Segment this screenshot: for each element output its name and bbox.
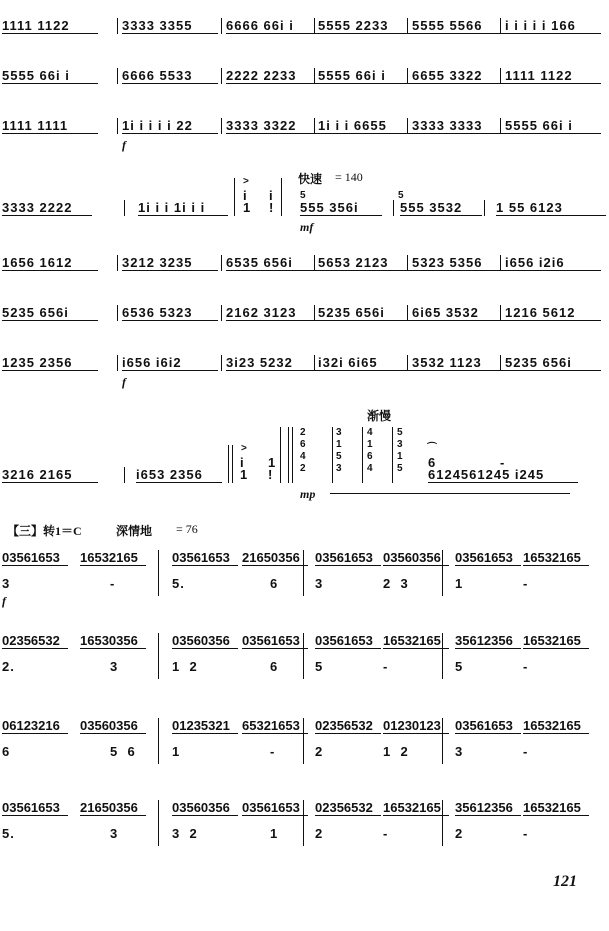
lower-part-notes: 3	[2, 576, 11, 591]
upper-part-notes: 06123216	[2, 718, 60, 733]
underline	[383, 733, 449, 734]
underline	[523, 648, 589, 649]
measure-notes: 5555 5566	[412, 18, 483, 33]
barline	[124, 200, 125, 216]
underline	[412, 270, 508, 271]
underline	[2, 815, 68, 816]
upper-part-notes: 21650356	[242, 550, 300, 565]
barline	[407, 68, 408, 84]
measure-notes: i656 i2i6	[505, 255, 565, 270]
barline	[442, 550, 443, 596]
chord-note: 6	[367, 451, 373, 462]
barline	[407, 255, 408, 271]
chord-note: 6	[300, 439, 306, 450]
upper-part-notes: 03561653	[242, 633, 300, 648]
measure-notes: 6666 66i i	[226, 18, 294, 33]
chord-note: 1	[367, 439, 373, 450]
page-number: 121	[553, 873, 577, 890]
accent-note: i	[243, 188, 248, 203]
upper-part-notes: 03560356	[172, 800, 230, 815]
measure-notes: 1i i i 1i i i	[138, 200, 206, 215]
lower-part-notes: 3	[315, 576, 324, 591]
barline	[221, 255, 222, 271]
upper-part-notes: 16532165	[383, 800, 441, 815]
barline	[314, 355, 315, 371]
system	[0, 800, 609, 860]
measure-notes: 2162 3123	[226, 305, 297, 320]
underline	[383, 648, 449, 649]
underline	[412, 320, 508, 321]
measure-notes: 6655 3322	[412, 68, 483, 83]
barline	[484, 200, 485, 216]
lower-part-notes: 6	[270, 576, 279, 591]
measure-notes: 1235 2356	[2, 355, 73, 370]
measure-notes: 3333 2222	[2, 200, 73, 215]
underline	[455, 565, 521, 566]
underline	[505, 133, 601, 134]
underline	[523, 565, 589, 566]
upper-part-notes: 03561653	[315, 633, 373, 648]
upper-part-notes: 03561653	[455, 550, 513, 565]
underline	[412, 83, 508, 84]
system	[0, 550, 609, 610]
underline	[2, 370, 98, 371]
barline	[442, 800, 443, 846]
measure-notes: 6536 5323	[122, 305, 193, 320]
lower-part-notes: 6	[2, 744, 11, 759]
lower-part-notes: -	[383, 659, 389, 674]
lower-part-notes: -	[383, 826, 389, 841]
lower-part-notes: -	[523, 659, 529, 674]
underline	[242, 815, 308, 816]
measure-notes: 5555 66i i	[505, 118, 573, 133]
upper-part-notes: 03560356	[172, 633, 230, 648]
underline	[122, 370, 218, 371]
upper-part-notes: 65321653	[242, 718, 300, 733]
measure-notes: 6i65 3532	[412, 305, 479, 320]
lower-part-notes: 1 2	[172, 659, 198, 674]
barline	[221, 355, 222, 371]
underline	[318, 33, 414, 34]
underline	[523, 733, 589, 734]
chord-note: 3	[336, 427, 342, 438]
underline	[505, 33, 601, 34]
barline	[117, 18, 118, 34]
dynamic-mark: f	[122, 375, 126, 389]
underline	[455, 815, 521, 816]
upper-part-notes: 16530356	[80, 633, 138, 648]
measure-notes: 2222 2233	[226, 68, 297, 83]
underline	[242, 733, 308, 734]
accent-note: i	[269, 188, 274, 203]
underline	[318, 83, 414, 84]
underline	[122, 33, 218, 34]
barline	[221, 118, 222, 134]
barline	[500, 255, 501, 271]
barline	[314, 118, 315, 134]
measure-notes: 1656 1612	[2, 255, 73, 270]
measure-notes: 5323 5356	[412, 255, 483, 270]
underline	[2, 733, 68, 734]
barline	[303, 718, 304, 764]
lower-part-notes: 3 2	[172, 826, 198, 841]
measure-notes: 5555 66i i	[318, 68, 386, 83]
underline	[122, 133, 218, 134]
measure-notes: 1i i i 6655	[318, 118, 387, 133]
accent-note: i	[240, 455, 245, 470]
notation-row	[0, 355, 609, 387]
barline	[158, 633, 159, 679]
underline	[505, 370, 601, 371]
barline	[234, 178, 235, 216]
measure-notes: i656 i6i2	[122, 355, 182, 370]
underline	[455, 733, 521, 734]
system	[0, 718, 609, 778]
chord-note: 2	[300, 427, 306, 438]
fermata-note: 6	[428, 455, 437, 470]
underline	[80, 815, 146, 816]
lower-part-notes: -	[523, 744, 529, 759]
measure-notes: i32i 6i65	[318, 355, 378, 370]
tempo-label: 快速	[298, 172, 323, 186]
underline	[226, 83, 322, 84]
measure-notes: i653 2356	[136, 467, 203, 482]
barline	[228, 445, 229, 483]
upper-part-notes: 16532165	[523, 718, 581, 733]
underline	[172, 733, 238, 734]
tempo-value: = 140	[335, 170, 363, 184]
accent-note: !	[268, 467, 274, 482]
barline	[392, 427, 393, 483]
underline	[242, 648, 308, 649]
upper-part-notes: 03561653	[2, 550, 60, 565]
underline	[505, 270, 601, 271]
measure-notes: 5555 66i i	[2, 68, 70, 83]
underline	[172, 648, 238, 649]
chord-note: 5	[397, 427, 403, 438]
measure-notes: 1216 5612	[505, 305, 576, 320]
lower-part-notes: 3	[455, 744, 464, 759]
barline	[280, 427, 281, 483]
underline	[172, 565, 238, 566]
measure-notes: 3216 2165	[2, 467, 73, 482]
lower-part-notes: -	[110, 576, 116, 591]
barline	[158, 718, 159, 764]
lower-part-notes: 5 6	[110, 744, 136, 759]
barline	[281, 178, 282, 216]
section-mood: 深情地	[116, 524, 153, 538]
section-key: 【三】转1＝C	[7, 524, 82, 538]
underline	[412, 33, 508, 34]
barline	[500, 305, 501, 321]
barline	[158, 800, 159, 846]
measure-notes: 5235 656i	[2, 305, 69, 320]
underline	[315, 733, 381, 734]
upper-part-notes: 03560356	[80, 718, 138, 733]
underline	[315, 815, 381, 816]
barline	[303, 550, 304, 596]
barline	[442, 633, 443, 679]
barline	[407, 118, 408, 134]
fermata-icon: ⌒	[427, 443, 437, 454]
underline	[172, 815, 238, 816]
underline	[2, 320, 98, 321]
dynamic-mark: mp	[300, 487, 316, 501]
measure-notes: 5235 656i	[318, 305, 385, 320]
upper-part-notes: 16532165	[523, 550, 581, 565]
barline	[292, 427, 293, 483]
notation-row	[0, 255, 609, 287]
lower-part-notes: 5	[455, 659, 464, 674]
chord-note: 5	[397, 463, 403, 474]
underline	[80, 565, 146, 566]
upper-part-notes: 01230123	[383, 718, 441, 733]
barline	[500, 18, 501, 34]
barline	[221, 68, 222, 84]
underline	[80, 648, 146, 649]
barline	[117, 355, 118, 371]
measure-notes: 5653 2123	[318, 255, 389, 270]
accent-note: 1	[240, 467, 249, 482]
underline	[226, 270, 322, 271]
underline	[2, 565, 68, 566]
upper-part-notes: 03561653	[172, 550, 230, 565]
measure-notes: 5235 656i	[505, 355, 572, 370]
lower-part-notes: 2	[315, 744, 324, 759]
barline	[221, 18, 222, 34]
dynamic-mark: f	[2, 594, 6, 608]
underline	[136, 482, 222, 483]
barline	[314, 68, 315, 84]
measure-notes: 3333 3355	[122, 18, 193, 33]
measure-notes: 5555 2233	[318, 18, 389, 33]
underline	[226, 33, 322, 34]
upper-part-notes: 03561653	[455, 718, 513, 733]
upper-part-notes: 02356532	[315, 718, 373, 733]
underline	[2, 215, 92, 216]
lower-part-notes: 2	[315, 826, 324, 841]
upper-part-notes: 16532165	[80, 550, 138, 565]
chord-note: 5	[336, 451, 342, 462]
underline	[80, 733, 146, 734]
barline	[407, 355, 408, 371]
barline	[500, 118, 501, 134]
underline	[383, 565, 449, 566]
barline	[314, 18, 315, 34]
underline	[455, 648, 521, 649]
upper-part-notes: 16532165	[383, 633, 441, 648]
underline	[383, 815, 449, 816]
underline	[318, 320, 414, 321]
barline	[117, 255, 118, 271]
measure-notes: 555 356i	[300, 200, 359, 215]
barline	[232, 445, 233, 483]
system	[0, 633, 609, 693]
underline	[318, 370, 414, 371]
barline	[314, 255, 315, 271]
chord-note: 3	[336, 463, 342, 474]
chord-note: 1	[397, 451, 403, 462]
barline	[442, 718, 443, 764]
measure-notes: 3333 3333	[412, 118, 483, 133]
underline	[505, 320, 601, 321]
underline	[226, 370, 322, 371]
lower-part-notes: 5	[315, 659, 324, 674]
ritardando-label: 渐慢	[367, 409, 392, 423]
measure-notes: 3212 3235	[122, 255, 193, 270]
lower-part-notes: 2 3	[383, 576, 409, 591]
underline	[2, 270, 98, 271]
underline	[138, 215, 228, 216]
measure-notes: 3i23 5232	[226, 355, 293, 370]
notation-row	[0, 305, 609, 337]
upper-part-notes: 01235321	[172, 718, 230, 733]
lower-part-notes: 2.	[2, 659, 15, 674]
chord-note: 4	[367, 463, 373, 474]
chord-note: 4	[367, 427, 373, 438]
upper-part-notes: 35612356	[455, 800, 513, 815]
upper-part-notes: 16532165	[523, 800, 581, 815]
lower-part-notes: 1	[270, 826, 279, 841]
lower-part-notes: 5.	[2, 826, 15, 841]
underline	[412, 133, 508, 134]
measure-notes: 1 55 6123	[496, 200, 563, 215]
section-tempo: = 76	[176, 522, 198, 536]
notation-row	[0, 68, 609, 100]
underline	[505, 83, 601, 84]
underline	[2, 133, 98, 134]
underline	[496, 215, 606, 216]
measure-notes: 1111 1122	[2, 18, 70, 33]
barline	[221, 305, 222, 321]
chord-note: 2	[300, 463, 306, 474]
crescendo-hairpin	[330, 493, 570, 494]
upper-part-notes: 03561653	[315, 550, 373, 565]
upper-part-notes: 35612356	[455, 633, 513, 648]
accent-note: !	[269, 200, 275, 215]
notation-row	[0, 427, 609, 501]
barline	[117, 118, 118, 134]
upper-part-notes: 03561653	[242, 800, 300, 815]
barline	[407, 18, 408, 34]
measure-notes: 3532 1123	[412, 355, 482, 370]
upper-part-notes: 03560356	[383, 550, 441, 565]
underline	[122, 320, 218, 321]
barline	[500, 68, 501, 84]
notation-row	[0, 118, 609, 150]
chord-top-mark: 5	[398, 190, 404, 201]
chord-top-mark: 5	[300, 190, 306, 201]
barline	[332, 427, 333, 483]
barline	[288, 427, 289, 483]
sustain-dash: -	[500, 455, 506, 470]
upper-part-notes: 02356532	[315, 800, 373, 815]
underline	[315, 648, 381, 649]
chord-note: 4	[300, 451, 306, 462]
lower-part-notes: -	[270, 744, 276, 759]
underline	[226, 320, 322, 321]
dynamic-mark: mf	[300, 220, 314, 234]
underline	[122, 83, 218, 84]
measure-notes: 1111 1111	[2, 118, 69, 133]
accent-note: 1	[243, 200, 252, 215]
measure-notes: 6535 656i	[226, 255, 293, 270]
upper-part-notes: 03561653	[2, 800, 60, 815]
barline	[362, 427, 363, 483]
barline	[158, 550, 159, 596]
lower-part-notes: 6	[270, 659, 279, 674]
underline	[2, 33, 98, 34]
chord-note: 1	[336, 439, 342, 450]
barline	[314, 305, 315, 321]
lower-part-notes: 1	[455, 576, 464, 591]
measure-notes: 1i i i i i 22	[122, 118, 193, 133]
underline	[300, 215, 382, 216]
measure-notes: 1111 1122	[505, 68, 573, 83]
lower-part-notes: -	[523, 826, 529, 841]
barline	[393, 200, 394, 216]
notation-row	[0, 18, 609, 50]
measure-notes: 3333 3322	[226, 118, 297, 133]
lower-part-notes: 3	[110, 659, 119, 674]
underline	[226, 133, 322, 134]
measure-notes: 6666 5533	[122, 68, 193, 83]
upper-part-notes: 21650356	[80, 800, 138, 815]
measure-notes: 6124561245 i245	[428, 467, 545, 482]
underline	[122, 270, 218, 271]
measure-notes: 555 3532	[400, 200, 463, 215]
barline	[303, 633, 304, 679]
barline	[124, 467, 125, 483]
accent-mark: >	[241, 443, 247, 454]
underline	[318, 133, 414, 134]
measure-notes: i i i i i 166	[505, 18, 576, 33]
lower-part-notes: 1	[172, 744, 181, 759]
underline	[2, 482, 98, 483]
barline	[407, 305, 408, 321]
dynamic-mark: f	[122, 138, 126, 152]
underline	[2, 83, 98, 84]
barline	[117, 305, 118, 321]
barline	[303, 800, 304, 846]
underline	[428, 482, 578, 483]
underline	[315, 565, 381, 566]
accent-column: >	[243, 176, 249, 187]
underline	[412, 370, 508, 371]
lower-part-notes: 2	[455, 826, 464, 841]
upper-part-notes: 16532165	[523, 633, 581, 648]
underline	[400, 215, 482, 216]
barline	[500, 355, 501, 371]
barline	[117, 68, 118, 84]
chord-note: 3	[397, 439, 403, 450]
lower-part-notes: -	[523, 576, 529, 591]
lower-part-notes: 5.	[172, 576, 185, 591]
underline	[242, 565, 308, 566]
underline	[523, 815, 589, 816]
accent-note: 1	[268, 455, 277, 470]
lower-part-notes: 1 2	[383, 744, 409, 759]
underline	[2, 648, 68, 649]
lower-part-notes: 3	[110, 826, 119, 841]
upper-part-notes: 02356532	[2, 633, 60, 648]
underline	[318, 270, 414, 271]
